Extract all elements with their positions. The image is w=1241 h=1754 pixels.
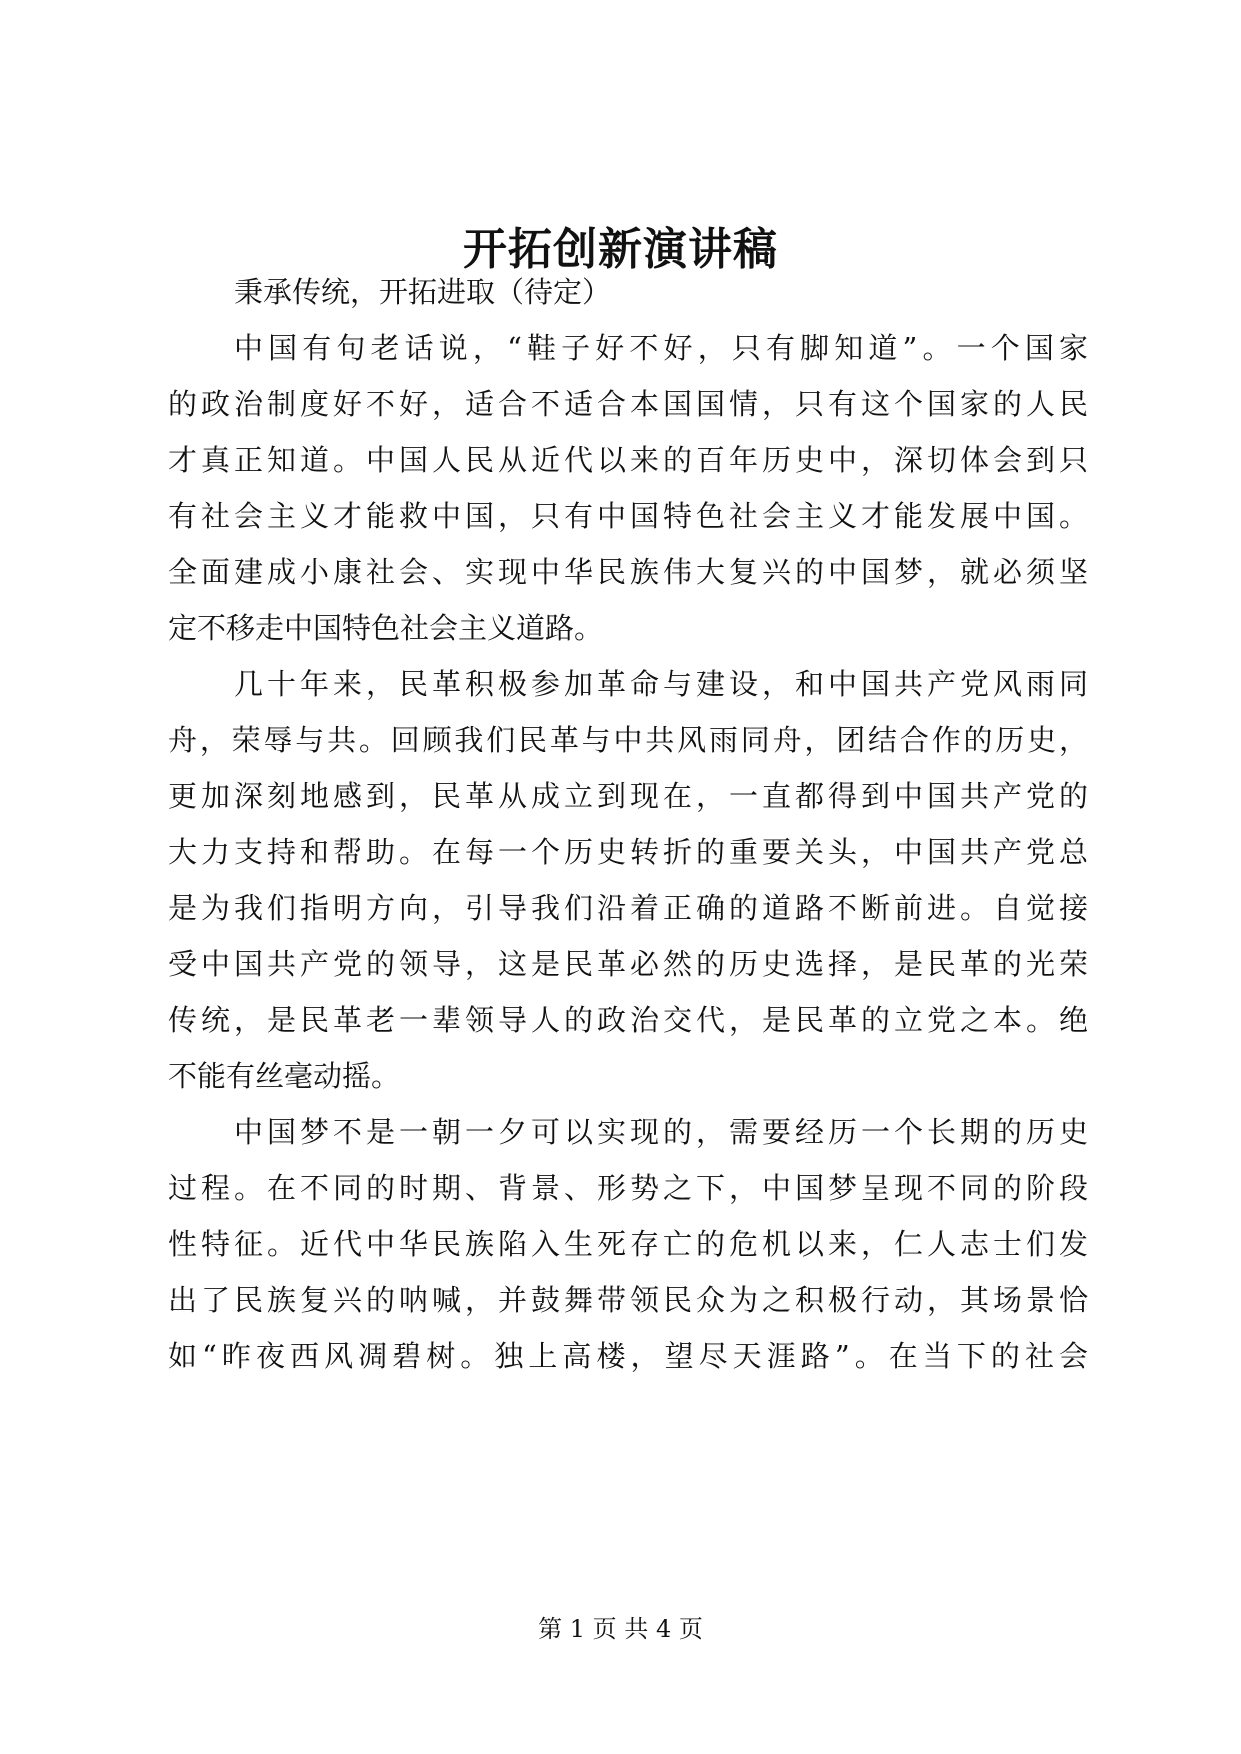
text-line: 才真正知道。中国人民从近代以来的百年历史中，深切体会到只 (168, 443, 1088, 477)
text-line: 几十年来，民革积极参加革命与建设，和中国共产党风雨同 (234, 667, 1088, 701)
text-line: 出了民族复兴的呐喊，并鼓舞带领民众为之积极行动，其场景恰 (168, 1283, 1088, 1317)
text-line: 中国有句老话说，“鞋子好不好，只有脚知道”。一个国家 (234, 331, 1088, 365)
text-line: 舟，荣辱与共。回顾我们民革与中共风雨同舟，团结合作的历史， (168, 723, 1088, 757)
document-subtitle: 秉承传统，开拓进取（待定） (234, 275, 612, 309)
text-line: 传统，是民革老一辈领导人的政治交代，是民革的立党之本。绝 (168, 1003, 1088, 1037)
text-line: 如“昨夜西风凋碧树。独上高楼，望尽天涯路”。在当下的社会 (168, 1339, 1088, 1373)
text-line: 是为我们指明方向，引导我们沿着正确的道路不断前进。自觉接 (168, 891, 1088, 925)
text-line: 中国梦不是一朝一夕可以实现的，需要经历一个长期的历史 (234, 1115, 1088, 1149)
text-line: 过程。在不同的时期、背景、形势之下，中国梦呈现不同的阶段 (168, 1171, 1088, 1205)
text-line: 的政治制度好不好，适合不适合本国国情，只有这个国家的人民 (168, 387, 1088, 421)
document-title: 开拓创新演讲稿 (463, 224, 778, 275)
text-line: 性特征。近代中华民族陷入生死存亡的危机以来，仁人志士们发 (168, 1227, 1088, 1261)
text-line: 不能有丝毫动摇。 (168, 1059, 401, 1093)
text-line: 更加深刻地感到，民革从成立到现在，一直都得到中国共产党的 (168, 779, 1088, 813)
text-line: 定不移走中国特色社会主义道路。 (168, 611, 604, 645)
text-line: 大力支持和帮助。在每一个历史转折的重要关头，中国共产党总 (168, 835, 1088, 869)
text-line: 全面建成小康社会、实现中华民族伟大复兴的中国梦，就必须坚 (168, 555, 1088, 589)
page-number-footer: 第 1 页 共 4 页 (538, 1615, 703, 1643)
text-line: 有社会主义才能救中国，只有中国特色社会主义才能发展中国。 (168, 499, 1088, 533)
text-line: 受中国共产党的领导，这是民革必然的历史选择，是民革的光荣 (168, 947, 1088, 981)
